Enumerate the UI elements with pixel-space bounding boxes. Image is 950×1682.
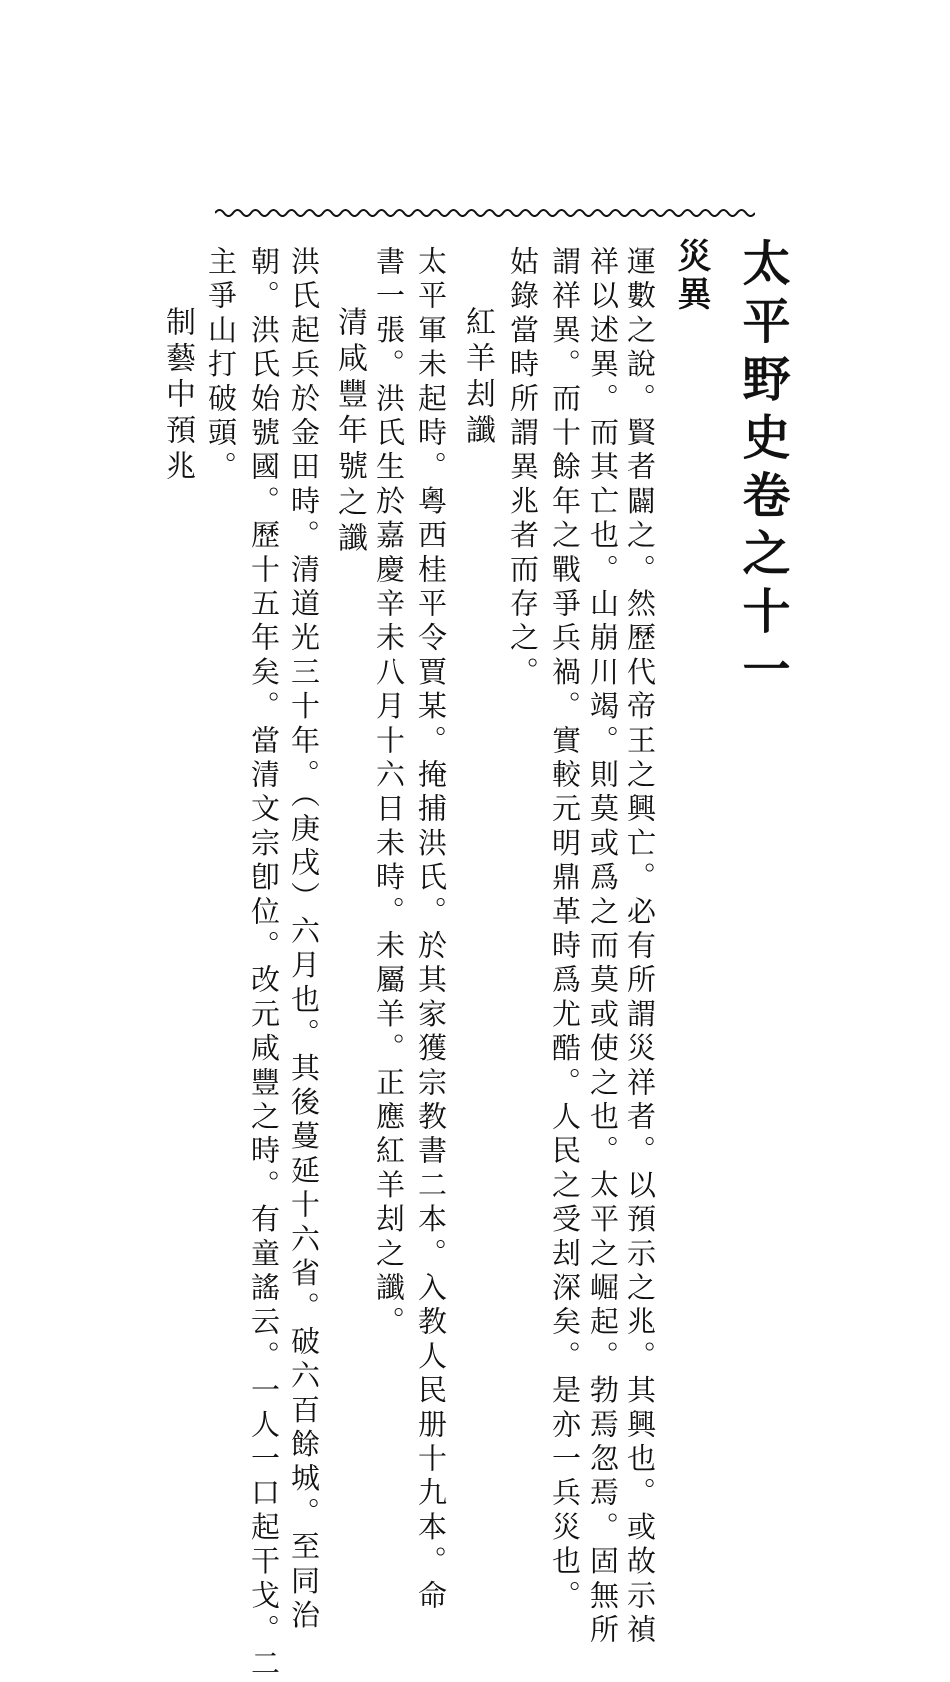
- text-column: 太平軍未起時。粵西桂平令賈某。掩捕洪氏。於其家獲宗教書二本。入教人民册十九本。命: [414, 246, 448, 1614]
- section-heading: 災異: [671, 238, 711, 314]
- text-column: 祥以述異。而其亡也。山崩川竭。則莫或爲之而莫或使之也。太平之崛起。勃焉忽焉。固無所: [586, 246, 620, 1649]
- text-column: 主爭山打破頭。: [204, 246, 238, 486]
- text-column: 朝。洪氏始號國。歷十五年矣。當清文宗卽位。改元咸豐之時。有童謠云。一人一口起干戈。二: [247, 246, 281, 1682]
- text-column: 姑錄當時所謂異兆者而存之。: [506, 246, 540, 691]
- volume-title: 太平野史卷之十一: [734, 238, 790, 702]
- subsection-heading: 制藝中預兆: [160, 306, 195, 486]
- subsection-heading: 清咸豐年號之讖: [332, 306, 367, 558]
- text-column: 運數之說。賢者闢之。然歷代帝王之興亡。必有所謂災祥者。以預示之兆。其興也。或故示禎: [623, 246, 657, 1649]
- subsection-heading: 紅羊刦讖: [460, 306, 495, 450]
- text-column: 謂祥異。而十餘年之戰爭兵禍。實較元明鼎革時爲尤酷。人民之受刦深矣。是亦一兵災也。: [548, 246, 582, 1614]
- text-column: 書一張。洪氏生於嘉慶辛未八月十六日未時。未屬羊。正應紅羊刦之讖。: [372, 246, 406, 1341]
- decorative-wave-border: [215, 206, 755, 220]
- text-column: 洪氏起兵於金田時。清道光三十年。（庚戌）六月也。其後蔓延十六省。破六百餘城。至同治: [287, 246, 321, 1634]
